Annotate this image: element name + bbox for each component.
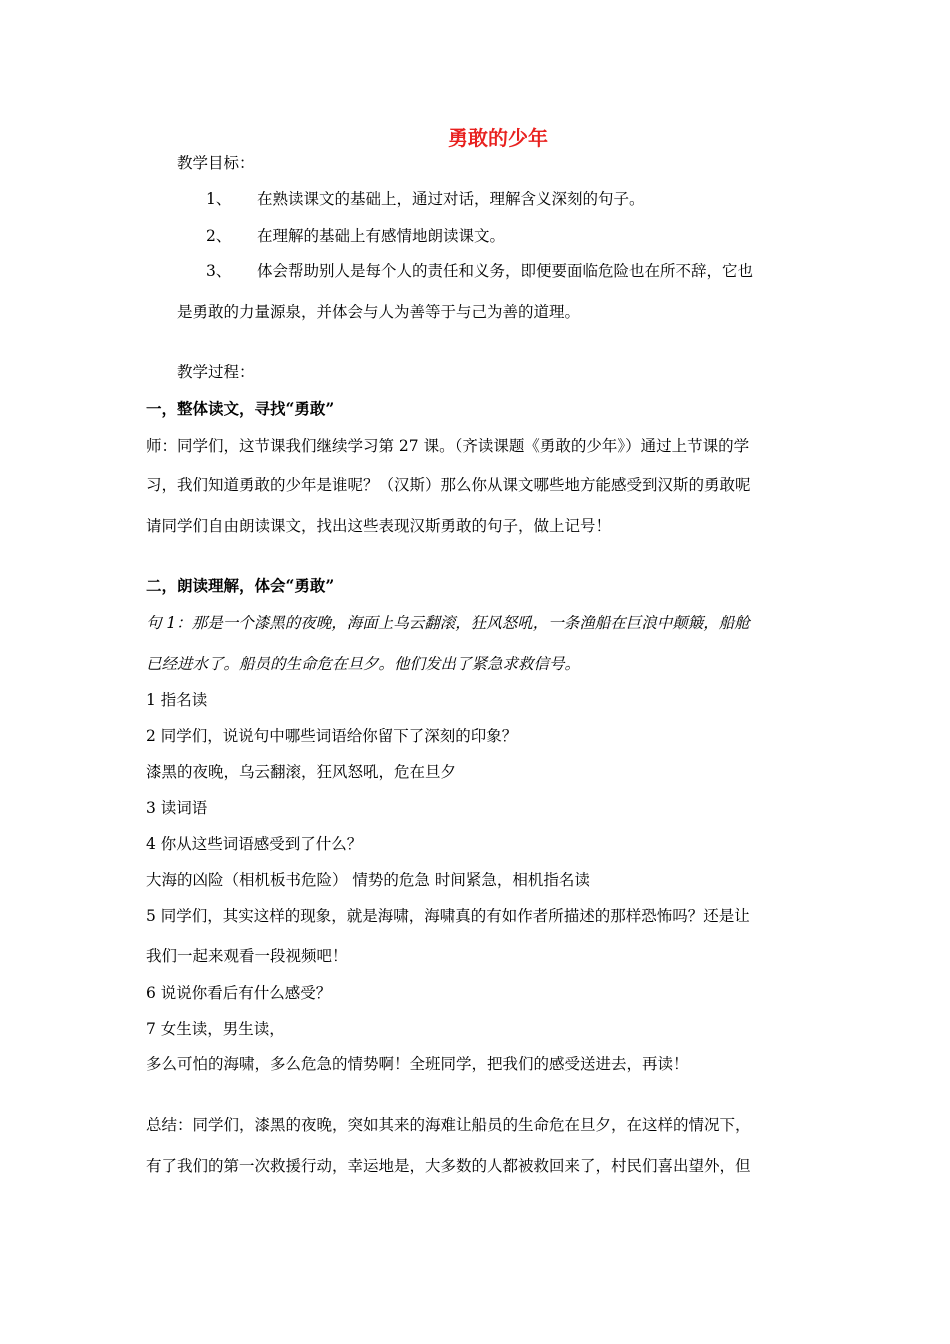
- list-item: 7 女生读，男生读，: [146, 1020, 285, 1038]
- objective-text: 在理解的基础上有感情地朗读课文。: [257, 227, 506, 245]
- section-heading: 一，整体读文，寻找“勇敢”: [146, 399, 335, 418]
- list-item: 多么可怕的海啸，多么危急的情势啊！全班同学，把我们的感受送进去，再读！: [146, 1055, 689, 1073]
- quoted-sentence-line: 已经进水了。船员的生命危在旦夕。他们发出了紧急求救信号。: [146, 655, 581, 673]
- list-item: 5 同学们，其实这样的现象，就是海啸，海啸真的有如作者所描述的那样恐怖吗？还是让: [146, 907, 750, 925]
- objective-number: 3、: [206, 262, 232, 280]
- list-item: 大海的凶险（相机板书危险） 情势的危急 时间紧急，相机指名读: [146, 871, 590, 889]
- quoted-sentence-line: 句 1：那是一个漆黑的夜晚，海面上乌云翻滚，狂风怒吼，一条渔船在巨浪中颠簸，船舱: [146, 614, 750, 632]
- list-item: 3 读词语: [146, 799, 208, 817]
- document-title: 勇敢的少年: [448, 126, 548, 150]
- section-heading: 二，朗读理解，体会“勇敢”: [146, 576, 335, 595]
- process-heading: 教学过程：: [177, 363, 255, 381]
- summary-line: 总结：同学们，漆黑的夜晚，突如其来的海难让船员的生命危在旦夕，在这样的情况下，: [146, 1116, 751, 1134]
- objective-text: 在熟读课文的基础上，通过对话，理解含义深刻的句子。: [257, 190, 645, 208]
- list-item: 1 指名读: [146, 691, 208, 709]
- objective-number: 1、: [206, 190, 232, 208]
- list-item: 4 你从这些词语感受到了什么？: [146, 835, 363, 853]
- paragraph-line: 习，我们知道勇敢的少年是谁呢？（汉斯）那么你从课文哪些地方能感受到汉斯的勇敢呢: [146, 476, 751, 494]
- objective-text: 体会帮助别人是每个人的责任和义务，即便要面临危险也在所不辞，它也: [257, 262, 754, 280]
- summary-line: 有了我们的第一次救援行动，幸运地是，大多数的人都被救回来了，村民们喜出望外，但: [146, 1157, 751, 1175]
- list-item: 6 说说你看后有什么感受？: [146, 984, 332, 1002]
- list-item: 我们一起来观看一段视频吧！: [146, 947, 348, 965]
- paragraph-line: 请同学们自由朗读课文，找出这些表现汉斯勇敢的句子，做上记号！: [146, 517, 612, 535]
- list-item: 漆黑的夜晚，乌云翻滚，狂风怒吼，危在旦夕: [146, 763, 457, 781]
- objective-text-continued: 是勇敢的力量源泉，并体会与人为善等于与己为善的道理。: [177, 303, 581, 321]
- objectives-heading: 教学目标：: [177, 154, 255, 172]
- list-item: 2 同学们，说说句中哪些词语给你留下了深刻的印象？: [146, 727, 518, 745]
- objective-number: 2、: [206, 227, 232, 245]
- paragraph-line: 师：同学们，这节课我们继续学习第 27 课。（齐读课题《勇敢的少年》）通过上节课的学: [146, 437, 750, 455]
